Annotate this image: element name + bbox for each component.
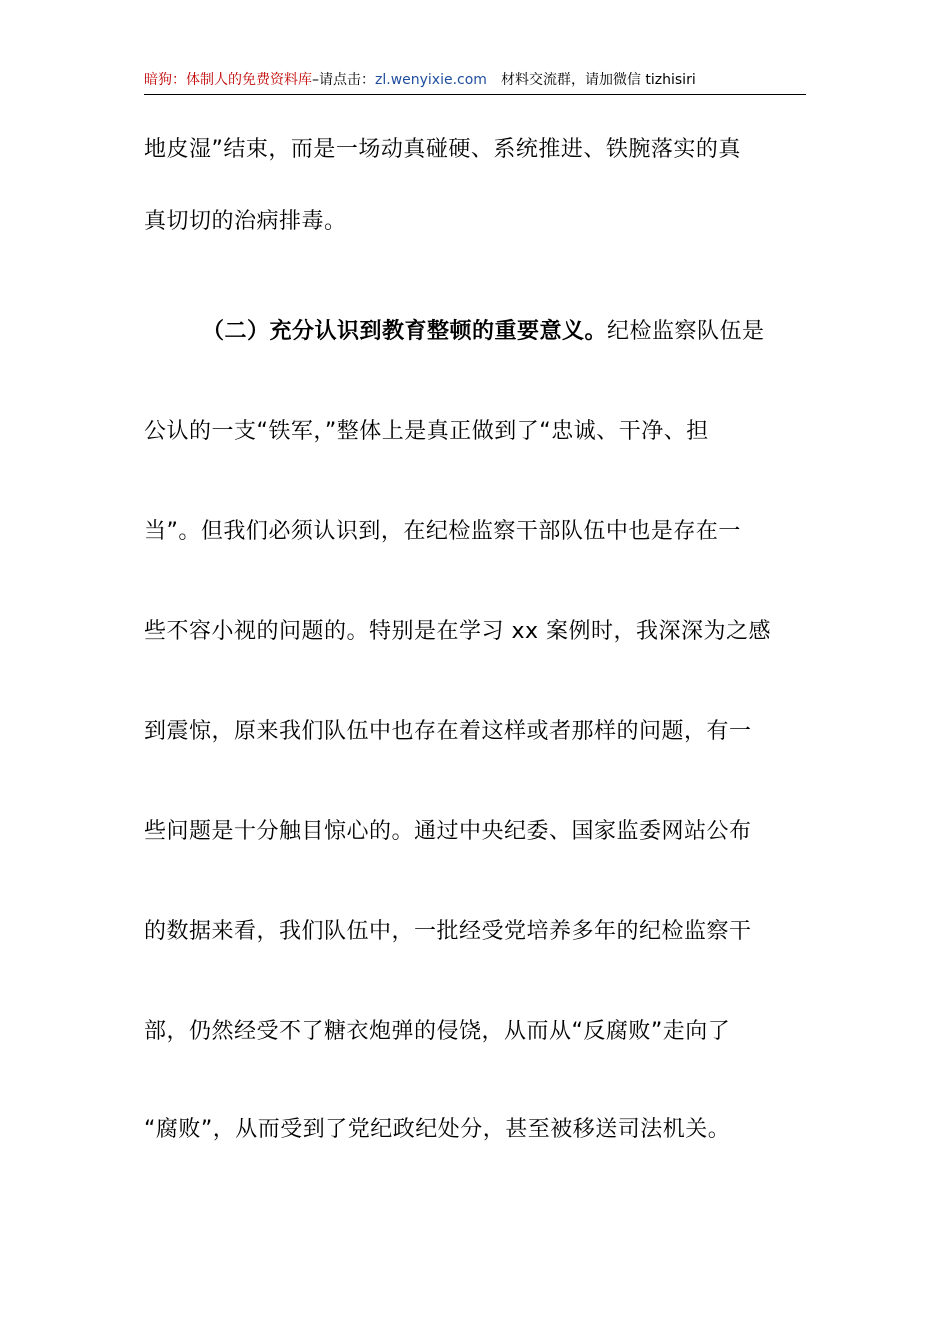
body-line-8: 些问题是十分触目惊心的。通过中央纪委、国家监委网站公布 xyxy=(144,819,752,844)
body-line-10: 部，仍然经受不了糖衣炮弹的侵饶，从而从“反腐败”走向了 xyxy=(144,1019,731,1044)
body-line-4: 公认的一支“铁军，”整体上是真正做到了“忠诚、干净、担 xyxy=(144,419,709,444)
page-header xyxy=(144,70,806,95)
body-line-11: “腐败”，从而受到了党纪政纪处分，甚至被移送司法机关。 xyxy=(144,1117,731,1142)
body-line-7: 到震惊，原来我们队伍中也存在着这样或者那样的问题，有一 xyxy=(144,719,752,744)
body-line-9: 的数据来看，我们队伍中，一批经受党培养多年的纪检监察干 xyxy=(144,919,752,944)
body-line-5: 当”。但我们必须认识到，在纪检监察干部队伍中也是存在一 xyxy=(144,519,741,544)
body-line-6: 些不容小视的问题的。特别是在学习 xx 案例时，我深深为之感 xyxy=(144,619,772,644)
body-line-3-rest: 纪检监察队伍是 xyxy=(607,319,765,344)
header-prompt: –请点击： xyxy=(312,72,375,88)
body-line-1: 地皮湿”结束，而是一场动真碰硬、系统推进、铁腕落实的真 xyxy=(144,137,741,162)
header-link[interactable]: zl.wenyixie.com xyxy=(375,72,487,88)
body-line-3 xyxy=(144,317,806,347)
header-brand: 暗狗：体制人的免费资料库 xyxy=(144,72,312,88)
header-contact: 材料交流群，请加微信 tizhisiri xyxy=(500,72,696,88)
section-heading: （二）充分认识到教育整顿的重要意义。 xyxy=(202,319,608,344)
body-line-2: 真切切的治病排毒。 xyxy=(144,209,347,234)
